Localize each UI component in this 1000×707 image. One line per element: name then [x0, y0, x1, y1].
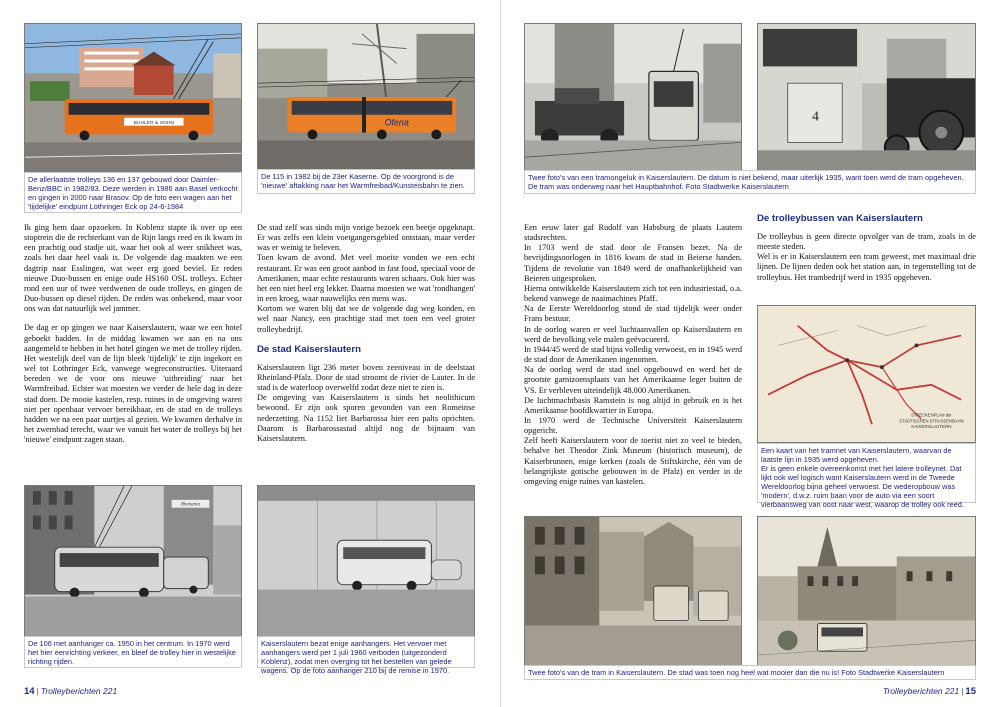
photo-trailer-210-image	[258, 486, 474, 636]
right-text-column-1	[524, 223, 742, 487]
footer-separator: |	[961, 686, 964, 696]
left-text-column-2	[257, 223, 475, 444]
paragraph: Hierna ontwikkelde Kaiserslautern zich tot een industriestad, o.a. bekend vanwege de naaimachines Pfaff.	[524, 283, 742, 304]
paragraph: De omgeving van Kaiserslautern is sinds het neolithicum bewoond. Er zijn ook sporen gevonden van een Romeinse nederzetting. Na 1152 liet Barbarossa hier een palts oprichten. Daarom is Barbarossastad altijd nog de bijnaam van Kaiserslautern.	[257, 393, 475, 443]
photo-trolley-106-image	[25, 486, 241, 636]
paragraph: Kaiserslautern ligt 236 meter boven zeeniveau in de deelstaat Rheinland-Pfalz. Door de stad stroomt de rivier de Lauter. In de stad is de waterloop overwelfd zodat deze niet te zien is.	[257, 362, 475, 393]
photo-trolley-136-image	[25, 24, 241, 172]
left-text-column-1	[24, 223, 242, 445]
paragraph: De luchtmachtbasis Ramstein is nog altijd in gebruik en is het Amerikaanse hoofdkwartier in Europa.	[524, 395, 742, 415]
photo-trailer-210	[257, 485, 475, 637]
paragraph: Na de Eerste Wereldoorlog stond de stad tijdelijk weer onder Frans bestuur.	[524, 304, 742, 324]
photo-tram-street-2	[757, 516, 976, 666]
caption-trolley-115: De 115 in 1982 bij de 23er Kaserne. Op de voorgrond is de 'nieuwe' aftakking naar het Warmfreibad/Kunsteisbahn te zien.	[257, 169, 475, 194]
section-heading-kaiserslautern: De stad Kaiserslautern	[257, 343, 361, 355]
paragraph: Wel is er in Kaiserslautern een tram geweest, met maximaal drie lijnen. De lijnen deden ook het station aan, in tegenstelling tot de trolleybus. Het trambedrijf werd in 1935 opgeheven.	[757, 252, 976, 282]
caption-tram-map: Een kaart van het tramnet van Kaiserslautern, waarvan de laatste lijn in 1935 werd opgeheven. Er is geen enkele overeenkomst met het latere trolleynet. Dat lijkt ook wel logisch want Kaiserslautern werd in de Tweede Wereldoorlog bijna geheel verwoest. De wederopbouw was 'modern', d.w.z. ruim baan voor de auto via een soort vierbaansweg van oost naar west, waarop de trolley ook reed.	[757, 443, 976, 503]
tram-network-map-image	[758, 306, 975, 442]
map-title-line-3: KAISERSLAUTERN	[911, 424, 952, 430]
caption-trailer-210: Kaiserslautern bezat enige aanhangers. Het vervoer met aanhangers werd per 1 juli 1960 verboden (uitgezonderd Koblenz), zodat men overging tot het bestellen van gelede wagens. Op de foto aanhanger 210 bij de remise in 1970.	[257, 636, 475, 668]
photo-tram-accident-1	[524, 23, 742, 171]
footer-left	[24, 686, 117, 697]
paragraph: Na de oorlog werd de stad snel opgebouwd en werd het de grootste garnizoensplaats van het Amerikaanse leger buiten de VS. Er verbleven uiteindelijk 48.000 Amerikanen.	[524, 365, 742, 395]
photo-trolley-136	[24, 23, 242, 173]
map-title-line-2: STÄDTISCHEN STRASSENBAHN	[899, 418, 964, 424]
caption-tram-street: Twee foto's van de tram in Kaiserslautern. De stad was toen nog heel wat mooier dan die nu is! Foto Stadtwerke Kaiserslautern	[524, 665, 976, 680]
paragraph: In de oorlog waren er veel luchtaanvallen op Kaiserslautern en werd de bevolking vele malen geëvacueerd.	[524, 324, 742, 344]
photo-trolley-115	[257, 23, 475, 170]
page-number: 15	[965, 686, 976, 697]
tram-number-text: 4	[812, 108, 819, 124]
section-heading-trolleybussen: De trolleybussen van Kaiserslautern	[757, 213, 923, 224]
paragraph: De dag er op gingen we naar Kaiserslautern, waar we een hotel geboekt hadden. In de middag kwamen we aan en na ons aangemeld te hebben in het hotel gingen we met de trolley rijden. Het westelijk deel van de lijn bleek 'tijdelijk' te zijn ingekort en wel tot Lothringer Eck, vanwege wegreconstructies. Uiteraard bereden we de voor ons nieuwe 'uitbreiding' naar het Warmfreibad. Echter wat moesten we verder de hele dag in deze stad doen. De mooie kastelen, resp. ruines in de omgeving waren niet per openbaar vervoer bereikbaar, en de stad en de trolleys hadden we na een paar uurtjes al gezien. We kwamen derhalve in het zwembad terecht, waar we vanuit het water de trolleys bij het 'nieuwe' eindpunt zagen staan.	[24, 323, 242, 445]
photo-trolley-106	[24, 485, 242, 637]
photo-tram-accident-1-image	[525, 24, 741, 170]
bus-advert-ofena-text: Ofena	[384, 117, 409, 128]
caption-trolley-136: De allerlaatste trolleys 136 en 137 gebouwd door Daimler-Benz/BBC in 1982/83. Deze werden in 1986 aan Basel verkocht en gingen in 2000 naar Brasov. Op de foto een wagen aan het 'tijdelijke' eindpunt Lothringer Eck op 24-6-1984	[24, 172, 242, 213]
footer-right	[883, 686, 976, 697]
page-number: 14	[24, 686, 35, 697]
photo-tram-accident-2	[757, 23, 976, 171]
spread-gutter	[500, 0, 501, 707]
photo-tram-accident-2-image	[758, 24, 975, 170]
photo-trolley-115-image	[258, 24, 474, 169]
paragraph: Zelf heeft Kaiserslautern voor de toerist niet zo veel te bieden, behalve het Theodor Zink Museum (historisch museum), de Kaiserbrunnen, enige kerken (zoals de Stiftskirche, één van de belangrijkste gotische gebouwen in de Pfalz) en verder in de omgeving enige ruines van kastelen.	[524, 436, 742, 486]
magazine-name: Trolleyberichten 221	[882, 686, 960, 696]
photo-tram-street-2-image	[758, 517, 975, 665]
paragraph: Kortom we waren blij dat we de volgende dag weg konden, en wel naar Nancy, een prachtige stad met toen een veel groter trolleybedrijf.	[257, 304, 475, 334]
paragraph: De trolleybus is geen directe opvolger van de tram, zoals in de meeste steden.	[757, 232, 976, 252]
caption-tram-accident: Twee foto's van een tramongeluk in Kaiserslautern. De datum is niet bekend, maar uiterlijk 1935, want toen werd de tram opgeheven. De tram was onderweg naar het Hauptbahnhof. Foto Stadtwerke Kaiserslautern	[524, 170, 976, 194]
magazine-name: Trolleyberichten 221	[40, 686, 118, 696]
right-text-column-2	[757, 211, 976, 283]
photo-tram-street-1-image	[525, 517, 741, 665]
paragraph: Ik ging hem daar opzoeken. In Koblenz stapte ik over op een stoptrein die de rechterkant van de Rijn langs reed en ik kwam in een prachtig oud stadje uit, waar het ook al weer snikheet was, zoals het daar heel vaak is. De volgende dag maakten we een dagtrip naar Esslingen, wat weer erg goed beviel. Er reden nieuwe Duo-bussen en enige oude HS160 OSL trolleys. Echter rond een uur of twee verdwenen de oude trolleys, en gingen de Duo-bussen op diesel rijden. De reden was onbekend, maar voor ons was dat natuurlijk wel jammer.	[24, 223, 242, 314]
paragraph: In 1970 werd de Technische Universiteit Kaiserslautern opgericht.	[524, 415, 742, 436]
photo-tram-network-map	[757, 305, 976, 443]
shop-sign-text: Rhenania	[180, 502, 200, 508]
bus-advert-text: BUHLER & SOHN	[133, 121, 175, 127]
photo-tram-street-1	[524, 516, 742, 666]
caption-trolley-106: De 106 met aanhanger ca. 1950 in het centrum. In 1970 werd het hier eenrichting verkeer, en bleef de trolley hier in westelijke richting rijden.	[24, 636, 242, 668]
paragraph: Toen kwam de avond. Met veel moeite vonden we een echt restaurant. Er was een groot aanbod in fast food, speciaal voor de Amerikanen, maar echte restaurants waren schaars. Ook hier was het een niet heel erg lekker. Daarna moesten we wat 'rondhangen' in een kroeg, waar nauwelijks een mens was.	[257, 253, 475, 304]
map-title-line-1: STRECKENPLAN der	[911, 412, 952, 418]
paragraph: In 1944/45 werd de stad bijna volledig verwoest, en in 1945 werd de stad door de Amerikanen ingenomen.	[524, 344, 742, 365]
paragraph: In 1703 werd de stad door de Fransen bezet. Na de bevrijdingsoorlogen in 1816 kwam de stad in Beierse handen. Tijdens de revolutie van 1849 werd de onafhankelijkheid van Beieren uitgesproken.	[524, 243, 742, 283]
footer-separator: |	[36, 686, 39, 696]
paragraph: Een eeuw later gaf Rudolf van Habsburg de plaats Lautern stadsrechten.	[524, 223, 742, 243]
paragraph: De stad zelf was sinds mijn vorige bezoek een beetje opgeknapt. Er was zelfs een klein voetgangersgebied ontstaan, maar verder was er weinig te beleven.	[257, 223, 475, 253]
